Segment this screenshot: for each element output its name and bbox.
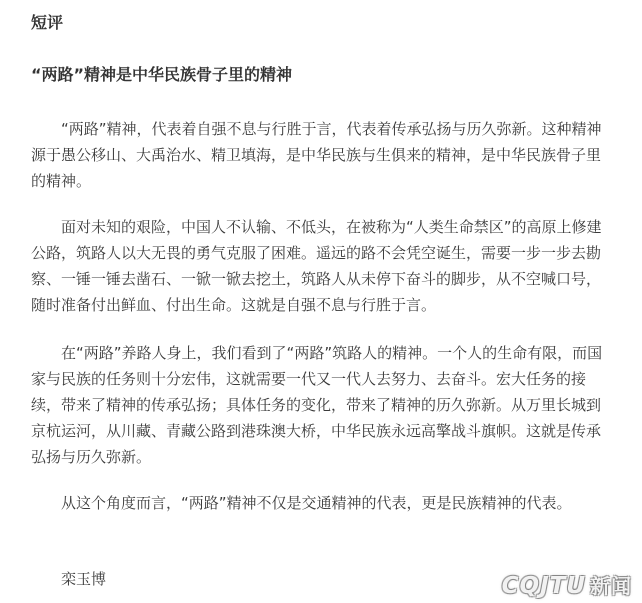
- watermark-latin: CQJTU: [501, 573, 586, 599]
- watermark-cn: 新闻: [590, 574, 632, 598]
- cqjtu-news-watermark: [502, 570, 632, 599]
- paragraph-2: 面对未知的艰险，中国人不认输、不低头，在被称为“人类生命禁区”的高原上修建公路，筑路人以大无畏的勇气克服了困难。遥远的路不会凭空诞生，需要一步一步去勘察、一锤一锤去凿石、一锨一锨去挖土，筑路人从未停下奋斗的脚步，从不空喊口号，随时准备付出鲜血、付出生命。这就是自强不息与行胜于言。: [31, 218, 602, 314]
- paragraph-3: 在“两路”养路人身上，我们看到了“两路”筑路人的精神。一个人的生命有限，而国家与民族的任务则十分宏伟，这就需要一代又一代人去努力、去奋斗。宏大任务的接续，带来了精神的传承弘扬；具体任务的变化，带来了精神的历久弥新。从万里长城到京杭运河，从川藏、青藏公路到港珠澳大桥，中华民族永远高擎战斗旗帜。这就是传承弘扬与历久弥新。: [31, 344, 603, 466]
- paragraph-4: 从这个角度而言，“两路”精神不仅是交通精神的代表，更是民族精神的代表。: [61, 494, 572, 512]
- author-name: 栾玉博: [61, 570, 107, 588]
- paragraph-1: “两路”精神，代表着自强不息与行胜于言，代表着传承弘扬与历久弥新。这种精神源于愚公移山、大禹治水、精卫填海，是中华民族与生俱来的精神，是中华民族骨子里的精神。: [31, 120, 602, 190]
- section-label: 短评: [31, 13, 64, 32]
- article-headline: “两路”精神是中华民族骨子里的精神: [31, 65, 293, 84]
